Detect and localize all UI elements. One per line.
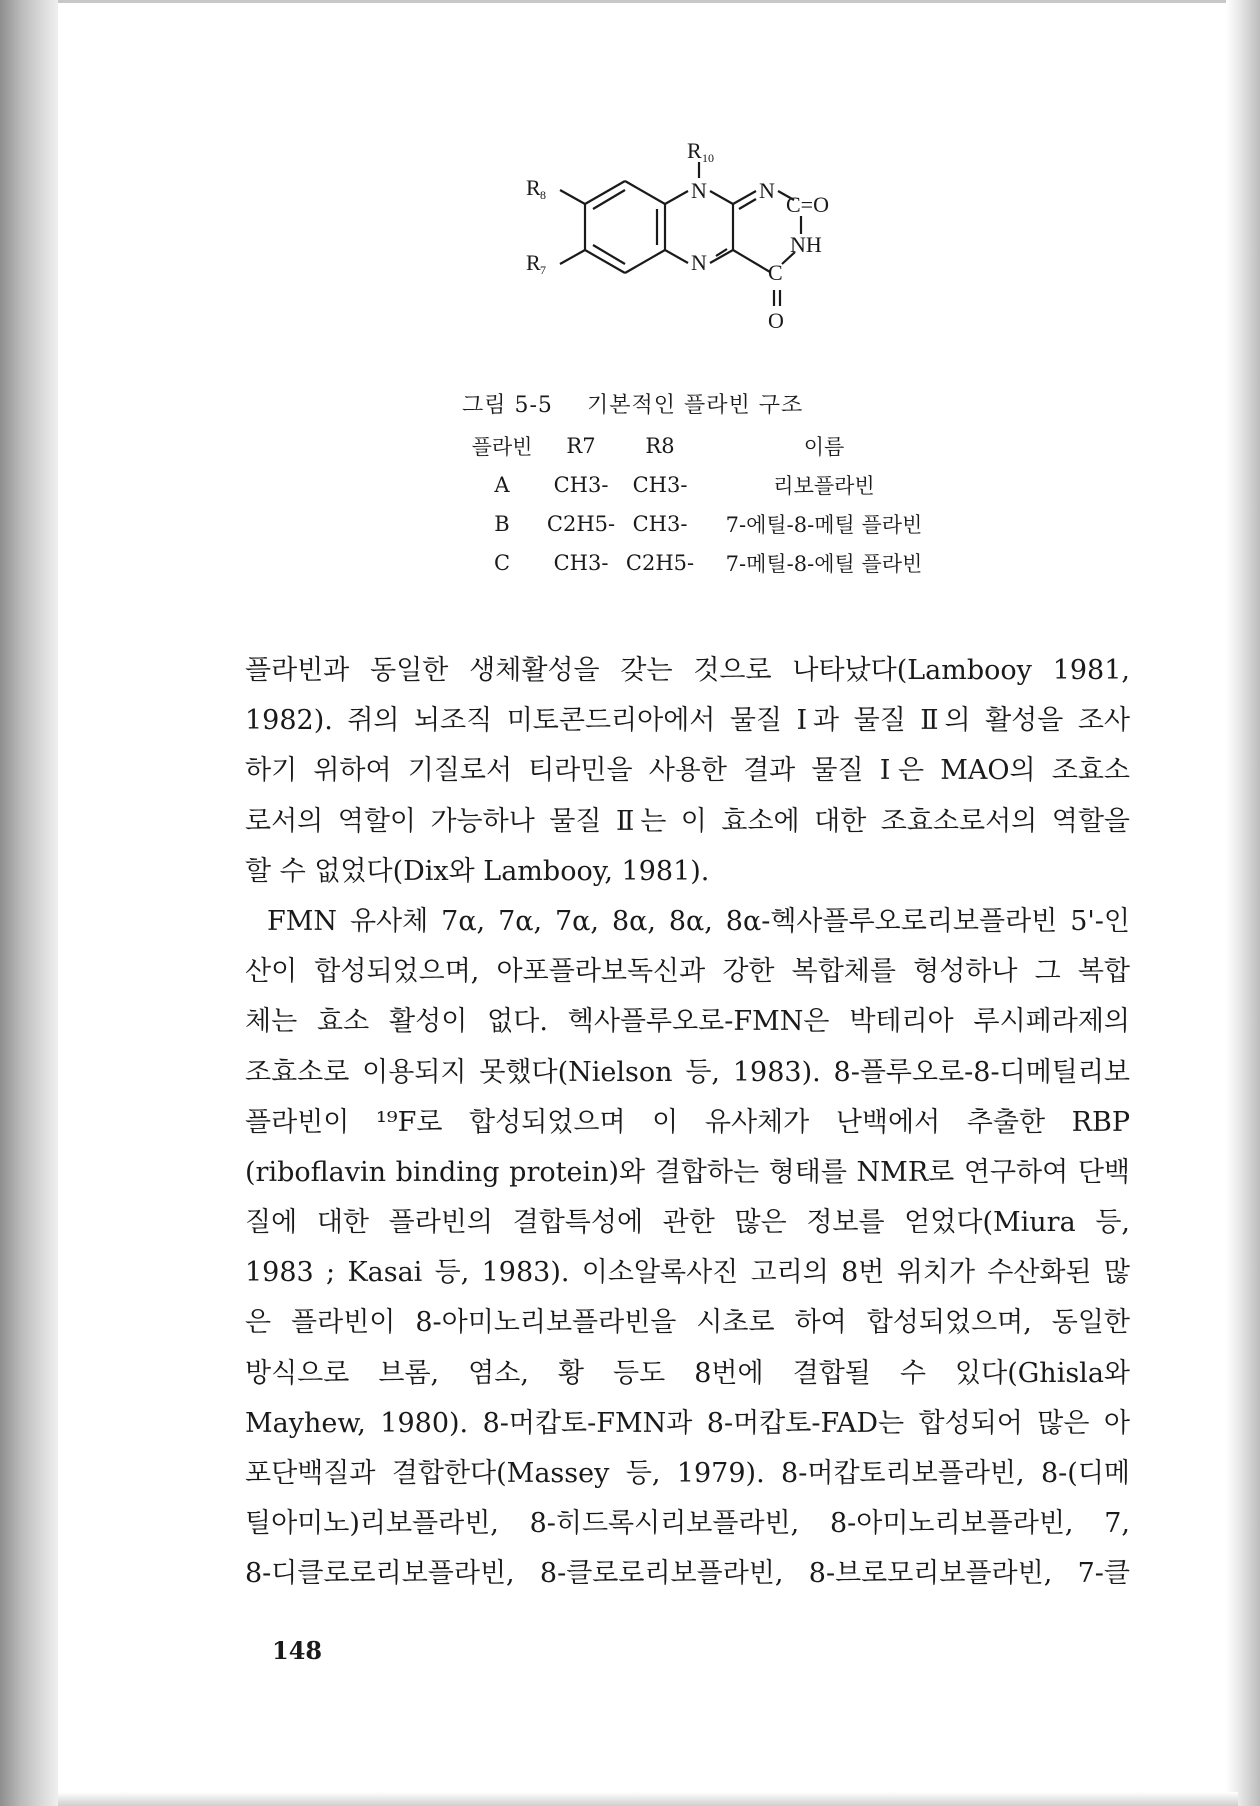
table-cell: CH3- bbox=[632, 472, 688, 497]
header-r8: R8 bbox=[645, 433, 675, 458]
page-bottom-edge bbox=[58, 1792, 1238, 1806]
flavin-table bbox=[462, 426, 948, 582]
book-spine-edge bbox=[0, 0, 58, 1806]
figure-title: 기본적인 플라빈 구조 bbox=[586, 393, 804, 418]
oxygen-bottom-label: O bbox=[768, 308, 784, 333]
body-line: 방식으로 브롬, 염소, 황 등도 8번에 결합될 수 있다(Ghisla와 bbox=[245, 1357, 1130, 1389]
table-cell: A bbox=[494, 472, 510, 497]
table-cell: 리보플라빈 bbox=[773, 473, 875, 498]
page-right-edge bbox=[1226, 0, 1260, 1806]
body-line: 플라빈이 ¹⁹F로 합성되었으며 이 유사체가 난백에서 추출한 RBP bbox=[245, 1106, 1130, 1138]
table-cell: 7-메틸-8-에틸 플라빈 bbox=[725, 551, 923, 576]
body-line: 할 수 없었다(Dix와 Lambooy, 1981). bbox=[245, 855, 710, 887]
body-line: 질에 대한 플라빈의 결합특성에 관한 많은 정보를 얻었다(Miura 등, bbox=[245, 1207, 1130, 1239]
r10-subscript: 10 bbox=[702, 151, 714, 165]
r7-label: R bbox=[526, 250, 541, 275]
body-line: 1983 ; Kasai 등, 1983). 이소알록사진 고리의 8번 위치가 수산화된 많 bbox=[245, 1257, 1130, 1289]
n10-atom-label: N bbox=[691, 178, 707, 203]
table-row bbox=[462, 504, 948, 543]
flavin-structure-diagram bbox=[520, 140, 880, 370]
r10-label: R bbox=[687, 140, 702, 163]
r8-subscript: 8 bbox=[540, 188, 546, 202]
n1-atom-label: N bbox=[759, 178, 775, 203]
body-line: 로서의 역할이 가능하나 물질 Ⅱ는 이 효소에 대한 조효소로서의 역할을 bbox=[245, 805, 1130, 837]
nh-label: NH bbox=[790, 232, 822, 257]
table-cell: C2H5- bbox=[625, 550, 695, 575]
body-line: 1982). 쥐의 뇌조직 미토콘드리아에서 물질 Ⅰ과 물질 Ⅱ의 활성을 조사 bbox=[245, 705, 1130, 737]
header-r7: R7 bbox=[566, 433, 596, 458]
body-line: 틸아미노)리보플라빈, 8-히드록시리보플라빈, 8-아미노리보플라빈, 7, bbox=[245, 1508, 1130, 1540]
table-row bbox=[462, 465, 948, 504]
n5-atom-label: N bbox=[691, 250, 707, 275]
table-row bbox=[462, 543, 948, 582]
table-cell: CH3- bbox=[632, 511, 688, 536]
table-cell: 7-에틸-8-메틸 플라빈 bbox=[725, 512, 923, 537]
table-cell: B bbox=[494, 511, 510, 536]
body-line: (riboflavin binding protein)와 결합하는 형태를 NMR로 연구하여 단백 bbox=[245, 1156, 1130, 1188]
body-line: 포단백질과 결합한다(Massey 등, 1979). 8-머캅토리보플라빈, 8-(디메 bbox=[245, 1458, 1130, 1489]
c4-atom-label: C bbox=[768, 260, 783, 285]
page-number: 148 bbox=[272, 1636, 323, 1665]
table-cell: C bbox=[493, 550, 511, 575]
r8-label: R bbox=[526, 175, 541, 200]
r7-subscript: 7 bbox=[540, 263, 546, 277]
body-line: FMN 유사체 7α, 7α, 7α, 8α, 8α, 8α-헥사플루오로리보플라빈 5'-인 bbox=[267, 905, 1130, 937]
table-cell: CH3- bbox=[553, 550, 609, 575]
table-cell: CH3- bbox=[553, 472, 609, 497]
body-line: 체는 효소 활성이 없다. 헥사플루오로-FMN은 박테리아 루시페라제의 bbox=[245, 1006, 1130, 1038]
figure-caption bbox=[462, 388, 803, 419]
body-line: 하기 위하여 기질로서 티라민을 사용한 결과 물질 Ⅰ은 MAO의 조효소 bbox=[245, 755, 1130, 787]
body-text bbox=[245, 646, 1130, 1600]
table-cell: C2H5- bbox=[546, 511, 616, 536]
carbonyl-top-label: C=O bbox=[786, 192, 829, 217]
body-line: 조효소로 이용되지 못했다(Nielson 등, 1983). 8-플루오로-8-디메틸리보 bbox=[245, 1056, 1130, 1088]
table-header-row bbox=[462, 426, 948, 465]
figure-number: 그림 5-5 bbox=[462, 393, 553, 418]
header-name: 이름 bbox=[803, 434, 845, 459]
body-line: Mayhew, 1980). 8-머캅토-FMN과 8-머캅토-FAD는 합성되어 많은 아 bbox=[245, 1407, 1130, 1439]
header-flavin: 플라빈 bbox=[471, 434, 533, 459]
body-line: 8-디클로로리보플라빈, 8-클로로리보플라빈, 8-브로모리보플라빈, 7-클 bbox=[245, 1558, 1130, 1590]
flavin-structure-svg bbox=[520, 140, 880, 370]
body-line: 산이 합성되었으며, 아포플라보독신과 강한 복합체를 형성하나 그 복합 bbox=[245, 956, 1130, 988]
body-line: 플라빈과 동일한 생체활성을 갖는 것으로 나타났다(Lambooy 1981, bbox=[245, 655, 1130, 686]
body-line: 은 플라빈이 8-아미노리보플라빈을 시초로 하여 합성되었으며, 동일한 bbox=[245, 1307, 1130, 1339]
